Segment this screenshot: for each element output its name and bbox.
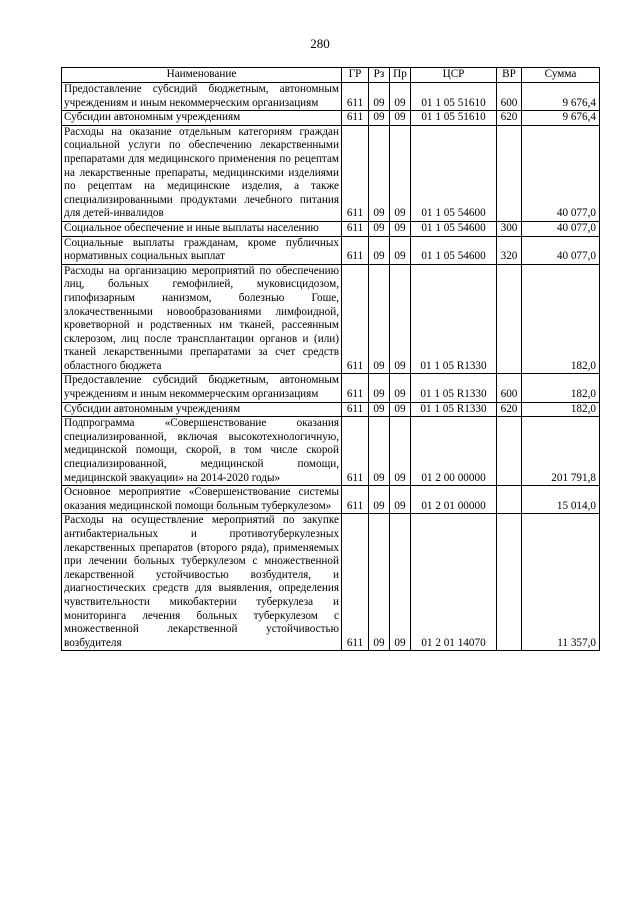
row-name: Подпрограмма «Совершенствование оказания специализированной, включая высокотехнологичную, медицинской помощи, скорой, в том числе скорой специализированной, медицинской помощи, медицинской эвакуации» на 2014-2020 годы» [62,417,342,486]
row-name: Предоставление субсидий бюджетным, автономным учреждениям и иным некоммерческим организациям [62,374,342,402]
header-sum: Сумма [522,68,600,83]
row-pr: 09 [390,221,411,236]
row-name: Субсидии автономным учреждениям [62,111,342,126]
table-row [62,486,600,514]
table-row [62,514,600,651]
row-pr: 09 [390,264,411,374]
row-rz: 09 [369,402,390,417]
row-gr: 611 [342,111,369,126]
table-row [62,264,600,374]
table-row [62,221,600,236]
row-name: Социальные выплаты гражданам, кроме публичных нормативных социальных выплат [62,236,342,264]
row-pr: 09 [390,417,411,486]
page-number: 280 [310,36,330,51]
row-name: Расходы на осуществление мероприятий по закупке антибактериальных и противотуберкулезных лекарственных препаратов (второго ряда), применяемых при лечении больных туберкулезом с множественной лекарственной устойчивостью возбудителя, и диагностических средств для выявления, определения чувствительности микобактерии туберкулеза и мониторинга лечения больных туберкулезом с множественной лекарственной устойчивостью возбудителя [62,514,342,651]
row-vr: 600 [497,374,522,402]
row-pr: 09 [390,402,411,417]
row-vr [497,264,522,374]
row-sum: 182,0 [522,402,600,417]
row-sum: 11 357,0 [522,514,600,651]
row-name: Основное мероприятие «Совершенствование системы оказания медицинской помощи больным туберкулезом» [62,486,342,514]
row-name: Социальное обеспечение и иные выплаты населению [62,221,342,236]
row-pr: 09 [390,374,411,402]
row-sum: 40 077,0 [522,236,600,264]
row-csr: 01 1 05 R1330 [411,264,497,374]
row-pr: 09 [390,111,411,126]
row-rz: 09 [369,83,390,111]
row-sum: 40 077,0 [522,125,600,221]
table-row [62,236,600,264]
row-pr: 09 [390,514,411,651]
row-name: Расходы на оказание отдельным категориям граждан социальной услуги по обеспечению лекарственными препаратами для медицинского применения по рецептам на лекарственные препараты, медицинскими изделиями по рецептам на медицинские изделия, а также специализированными продуктами лечебного питания для детей-инвалидов [62,125,342,221]
row-csr: 01 1 05 R1330 [411,374,497,402]
row-rz: 09 [369,264,390,374]
row-vr [497,125,522,221]
row-rz: 09 [369,111,390,126]
table-row [62,83,600,111]
row-rz: 09 [369,514,390,651]
row-gr: 611 [342,83,369,111]
table-row [62,125,600,221]
table-row [62,417,600,486]
row-vr [497,514,522,651]
row-gr: 611 [342,221,369,236]
table-row [62,111,600,126]
row-sum: 9 676,4 [522,83,600,111]
row-sum: 201 791,8 [522,417,600,486]
row-csr: 01 1 05 R1330 [411,402,497,417]
row-vr: 620 [497,402,522,417]
row-rz: 09 [369,417,390,486]
row-csr: 01 2 01 00000 [411,486,497,514]
budget-table [61,67,600,651]
row-gr: 611 [342,402,369,417]
row-gr: 611 [342,486,369,514]
row-pr: 09 [390,486,411,514]
row-rz: 09 [369,125,390,221]
row-pr: 09 [390,125,411,221]
row-gr: 611 [342,514,369,651]
row-rz: 09 [369,486,390,514]
row-rz: 09 [369,221,390,236]
row-name: Предоставление субсидий бюджетным, автономным учреждениям и иным некоммерческим организациям [62,83,342,111]
row-name: Субсидии автономным учреждениям [62,402,342,417]
row-csr: 01 1 05 54600 [411,236,497,264]
row-rz: 09 [369,236,390,264]
row-sum: 182,0 [522,374,600,402]
row-csr: 01 1 05 51610 [411,83,497,111]
row-vr: 600 [497,83,522,111]
row-sum: 15 014,0 [522,486,600,514]
row-vr: 300 [497,221,522,236]
row-gr: 611 [342,417,369,486]
header-csr: ЦСР [411,68,497,83]
row-vr: 320 [497,236,522,264]
row-csr: 01 1 05 54600 [411,125,497,221]
header-vr: ВР [497,68,522,83]
row-sum: 9 676,4 [522,111,600,126]
row-gr: 611 [342,374,369,402]
header-name: Наименование [62,68,342,83]
row-vr [497,486,522,514]
row-gr: 611 [342,264,369,374]
row-vr: 620 [497,111,522,126]
row-csr: 01 2 00 00000 [411,417,497,486]
row-name: Расходы на организацию мероприятий по обеспечению лиц, больных гемофилией, муковисцидозом, гипофизарным нанизмом, болезнью Гоше, злокачественными новообразованиями лимфоидной, кроветворной и родственных им тканей, рассеянным склерозом, лиц после трансплантации органов и (или) тканей лекарственными препаратами за счет средств областного бюджета [62,264,342,374]
table-row [62,374,600,402]
table-header-row [62,68,600,83]
header-pr: Пр [390,68,411,83]
row-csr: 01 1 05 54600 [411,221,497,236]
row-csr: 01 1 05 51610 [411,111,497,126]
row-rz: 09 [369,374,390,402]
row-csr: 01 2 01 14070 [411,514,497,651]
row-sum: 182,0 [522,264,600,374]
header-gr: ГР [342,68,369,83]
table-row [62,402,600,417]
row-pr: 09 [390,236,411,264]
row-gr: 611 [342,125,369,221]
row-pr: 09 [390,83,411,111]
row-sum: 40 077,0 [522,221,600,236]
header-rz: Рз [369,68,390,83]
row-vr [497,417,522,486]
row-gr: 611 [342,236,369,264]
